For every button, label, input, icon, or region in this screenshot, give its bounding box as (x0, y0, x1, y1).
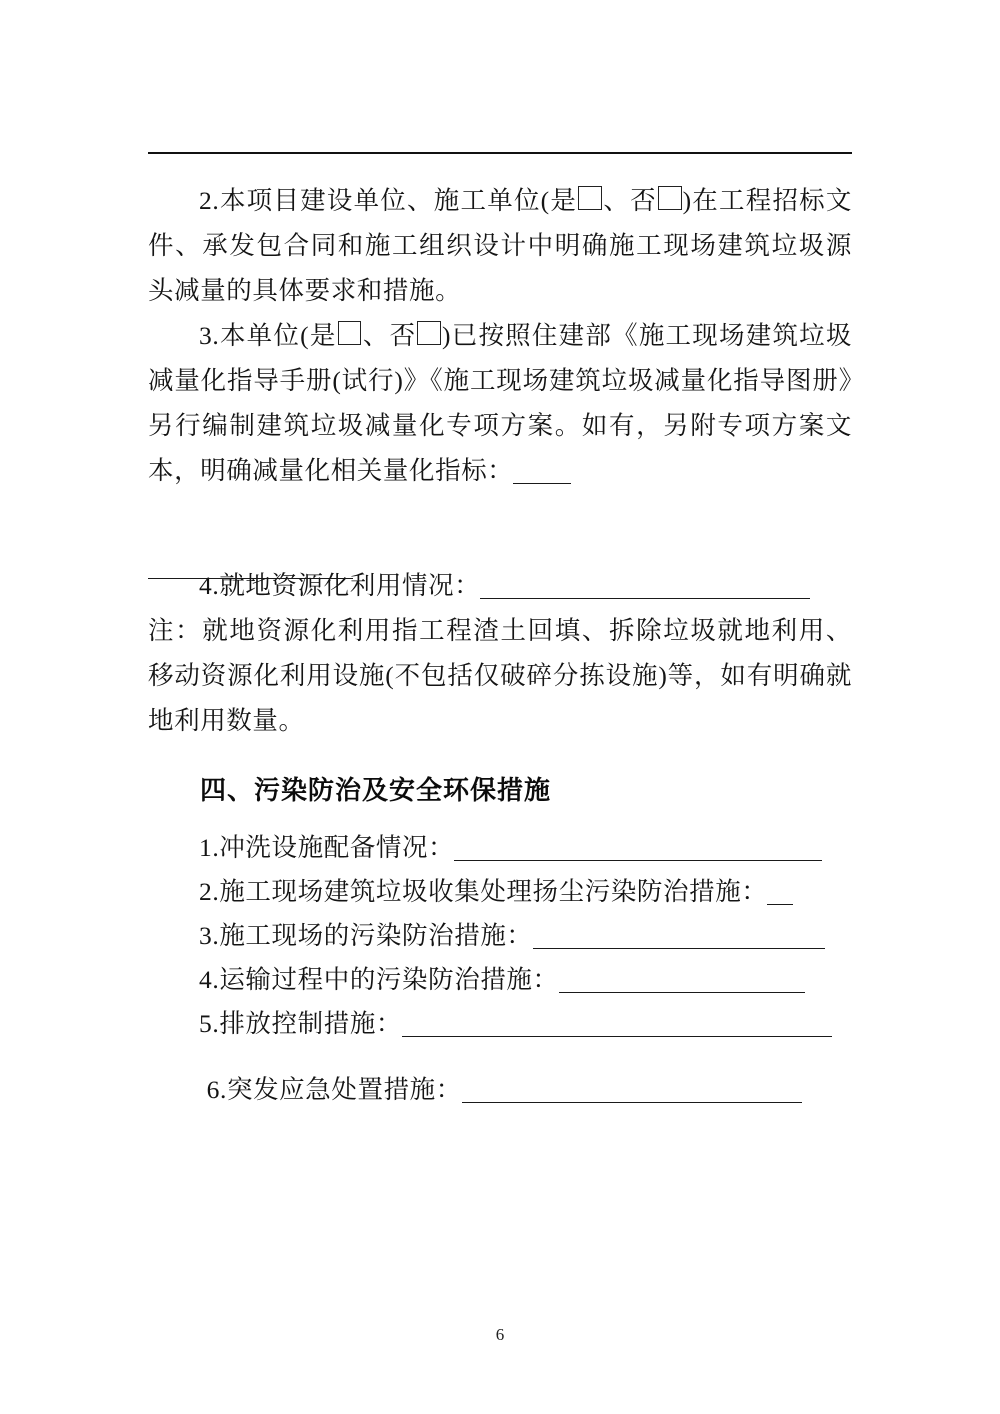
section-4-item-5-label: 5.排放控制措施： (199, 1009, 403, 1038)
blank-field-s4-2[interactable] (767, 904, 793, 905)
item-2-text-middle: 、否 (602, 186, 657, 215)
paragraph-item-3 (148, 313, 852, 493)
section-4-item-1-label: 1.冲洗设施配备情况： (199, 833, 455, 862)
blank-field-item-3[interactable] (513, 483, 571, 484)
section-4-item-6 (148, 1068, 852, 1112)
section-4-title: 四、污染防治及安全环保措施 (200, 776, 552, 806)
paragraph-item-2 (148, 178, 852, 313)
section-4-item-3 (148, 914, 852, 958)
item-2-text-before: 2.本项目建设单位、施工单位(是 (199, 186, 578, 215)
section-4-item-4-label: 4.运输过程中的污染防治措施： (199, 965, 559, 994)
item-4-note-text: 注：就地资源化利用指工程渣土回填、拆除垃圾就地利用、移动资源化利用设施(不包括仅破碎分拣设施)等，如有明确就地利用数量。 (148, 616, 852, 735)
blank-field-s4-4[interactable] (559, 992, 805, 993)
page-number: 6 (495, 1325, 505, 1344)
blank-field-s4-5[interactable] (402, 1036, 832, 1037)
checkbox-no-item-3[interactable] (417, 321, 441, 345)
continuation-blank-rule[interactable] (148, 578, 353, 579)
body-text (148, 178, 852, 1112)
page-content (148, 0, 852, 1414)
item-3-text-before: 3.本单位(是 (199, 321, 337, 350)
item-3-text-middle: 、否 (362, 321, 417, 350)
section-4-item-6-label: 6.突发应急处置措施： (206, 1075, 462, 1104)
checkbox-yes-item-2[interactable] (578, 186, 602, 210)
item-3-text-after: )已按照住建部《施工现场建筑垃圾减量化指导手册(试行)》《施工现场建筑垃圾减量化指导图册》另行编制建筑垃圾减量化专项方案。如有，另附专项方案文本，明确减量化相关量化指标： (148, 321, 853, 485)
paragraph-item-4 (148, 563, 852, 608)
section-4-item-1 (148, 826, 852, 870)
section-4-item-3-label: 3.施工现场的污染防治措施： (199, 921, 533, 950)
blank-field-s4-3[interactable] (533, 948, 825, 949)
section-4-item-2-label: 2.施工现场建筑垃圾收集处理扬尘污染防治措施： (199, 877, 768, 906)
item-4-label: 4.就地资源化利用情况： (199, 571, 481, 600)
checkbox-yes-item-3[interactable] (338, 321, 362, 345)
blank-field-s4-1[interactable] (454, 860, 822, 861)
item-2-text-after: )在工程招标文件、承发包合同和施工组织设计中明确施工现场建筑垃圾源头减量的具体要求和措施。 (148, 186, 853, 305)
section-4-item-4 (148, 958, 852, 1002)
section-4-item-2 (148, 870, 852, 914)
header-rule (148, 152, 852, 154)
checkbox-no-item-2[interactable] (658, 186, 682, 210)
section-4-item-5 (148, 1002, 852, 1046)
paragraph-item-4-note (148, 608, 852, 743)
blank-field-s4-6[interactable] (462, 1102, 802, 1103)
blank-field-item-4[interactable] (480, 598, 810, 599)
